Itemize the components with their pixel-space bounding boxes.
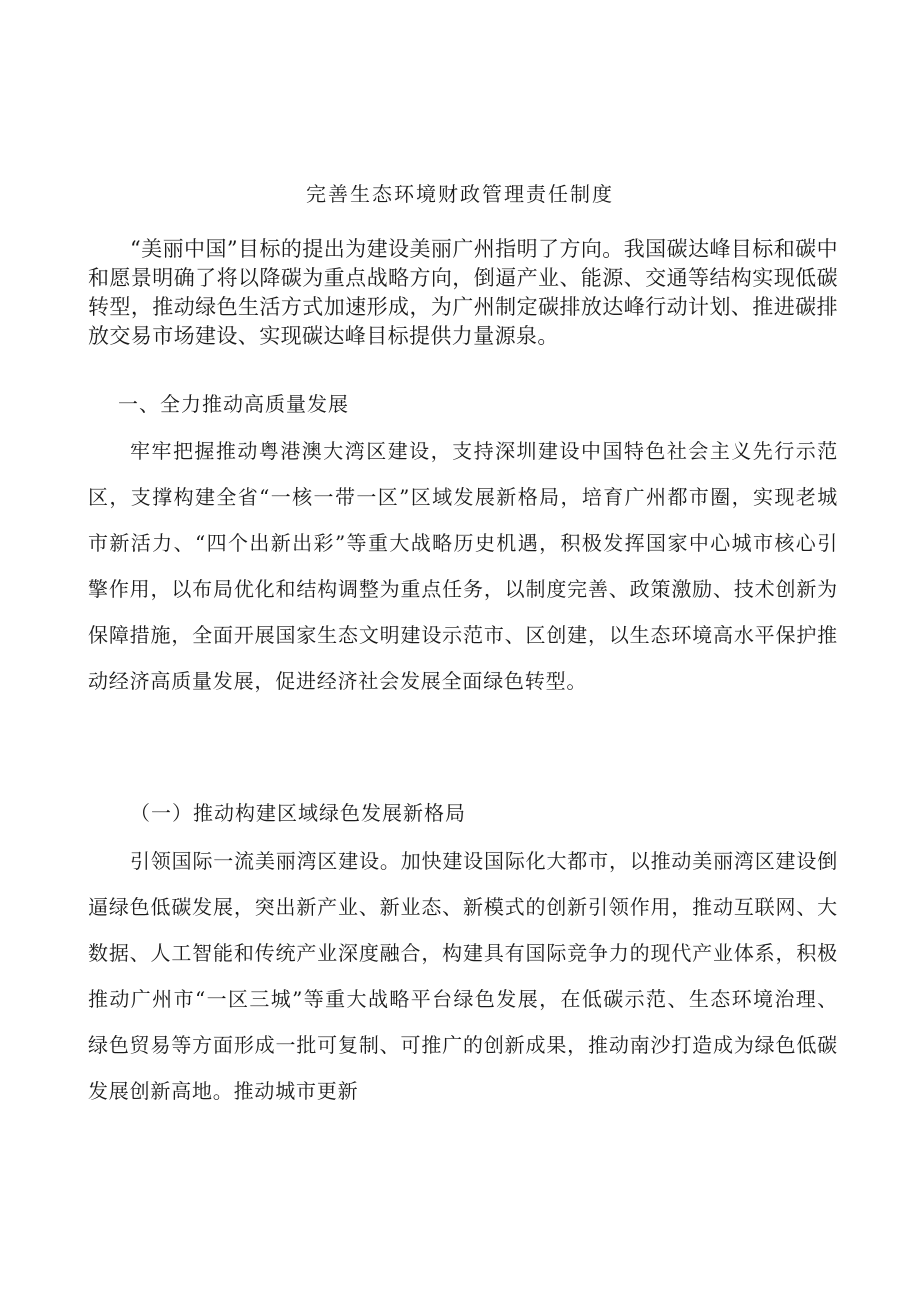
section-1-paragraph: 牢牢把握推动粤港澳大湾区建设，支持深圳建设中国特色社会主义先行示范区，支撑构建全省“一核一带一区”区域发展新格局，培育广州都市圈，实现老城市新活力、“四个出新出彩”等重大战略历史机遇，积极发挥国家中心城市核心引擎作用，以布局优化和结构调整为重点任务，以制度完善、政策激励、技术创新为保障措施，全面开展国家生态文明建设示范市、区创建，以生态环境高水平保护推动经济高质量发展，促进经济社会发展全面绿色转型。 xyxy=(88,439,838,693)
section-heading-1: 一、全力推动高质量发展 xyxy=(118,392,349,416)
document-title: 完善生态环境财政管理责任制度 xyxy=(306,182,614,206)
subsection-heading-1: （一）推动构建区域绿色发展新格局 xyxy=(130,801,466,825)
intro-paragraph: “美丽中国”目标的提出为建设美丽广州指明了方向。我国碳达峰目标和碳中和愿景明确了将以降碳为重点战略方向，倒逼产业、能源、交通等结构实现低碳转型，推动绿色生活方式加速形成，为广州制定碳排放达峰行动计划、推进碳排放交易市场建设、实现碳达峰目标提供力量源泉。 xyxy=(88,237,838,348)
subsection-1-paragraph: 引领国际一流美丽湾区建设。加快建设国际化大都市，以推动美丽湾区建设倒逼绿色低碳发展，突出新产业、新业态、新模式的创新引领作用，推动互联网、大数据、人工智能和传统产业深度融合，构建具有国际竞争力的现代产业体系，积极推动广州市“一区三城”等重大战略平台绿色发展，在低碳示范、生态环境治理、绿色贸易等方面形成一批可复制、可推广的创新成果，推动南沙打造成为绿色低碳发展创新高地。推动城市更新 xyxy=(88,849,838,1103)
